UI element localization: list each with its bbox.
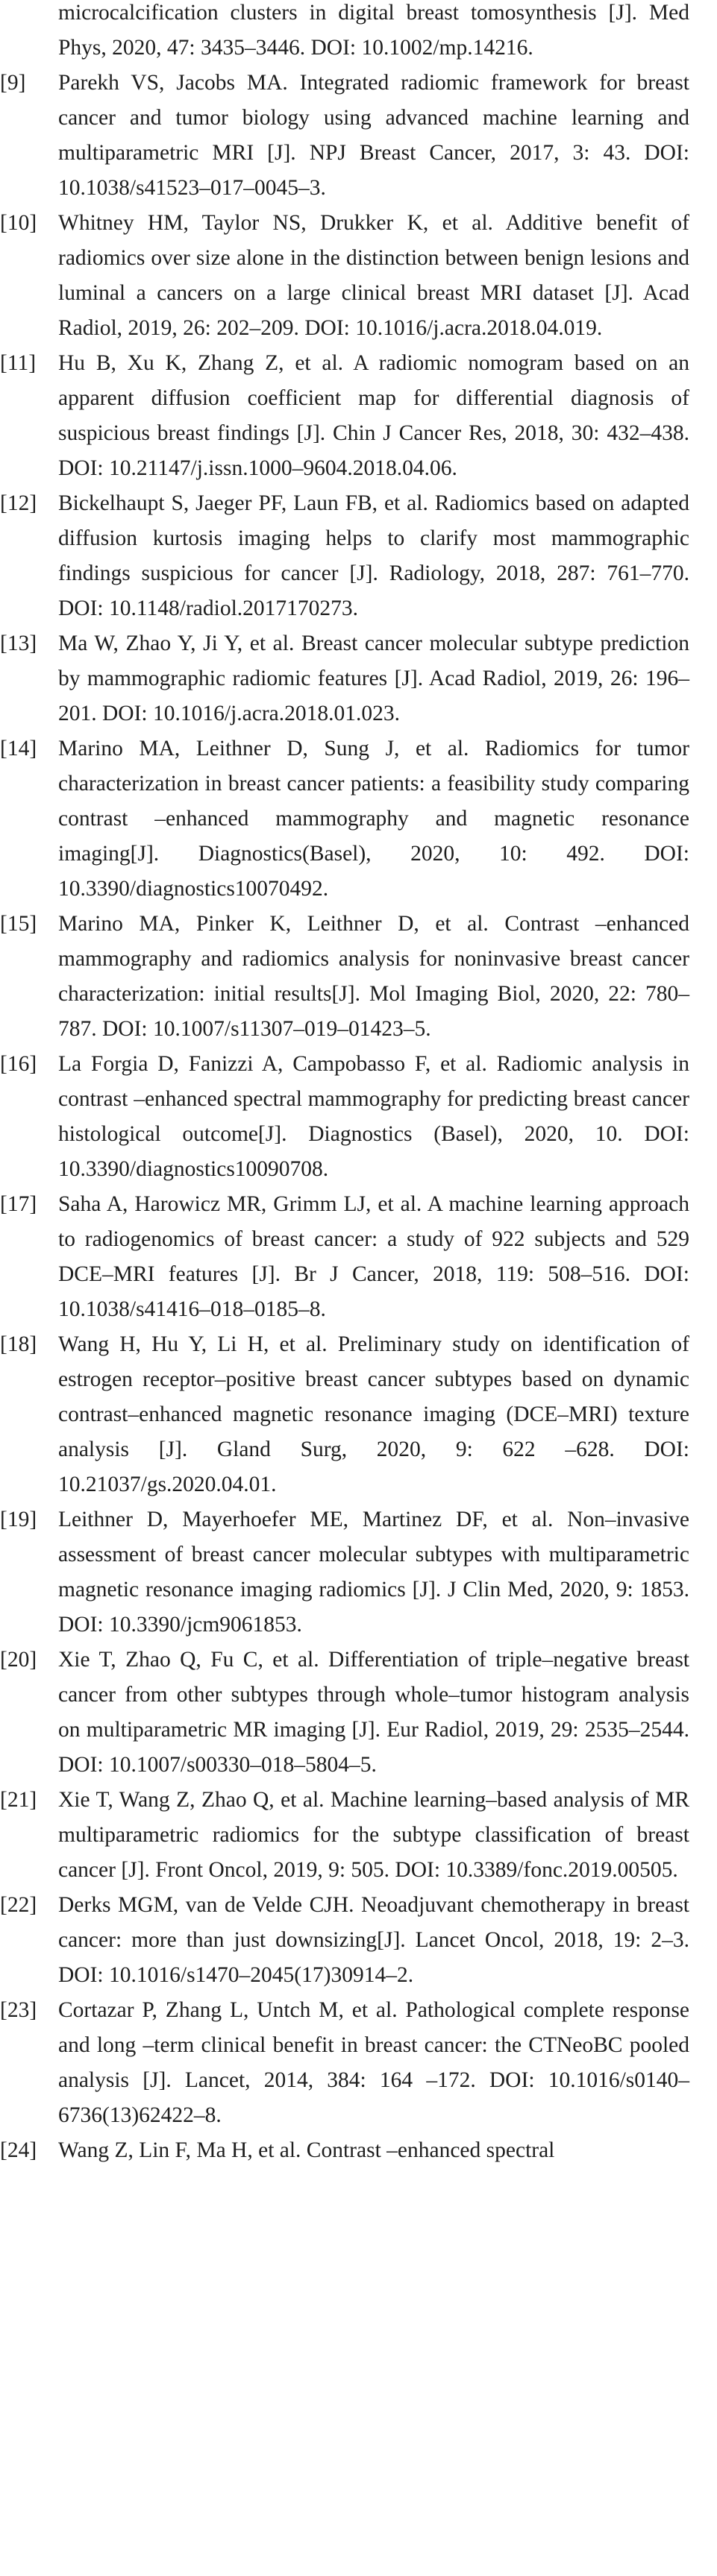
reference-item bbox=[0, 626, 717, 731]
reference-text: Wang H, Hu Y, Li H, et al. Preliminary study on identification of estrogen receptor–positive breast cancer subtypes based on dynamic contrast–enhanced magnetic resonance imaging (DCE–MRI) texture analysis [J]. Gland Surg, 2020, 9: 622 –628. DOI: 10.21037/gs.2020.04.01. bbox=[58, 1332, 689, 1496]
reference-number: [22] bbox=[0, 1893, 37, 1917]
reference-item bbox=[0, 1783, 717, 1888]
reference-number: [18] bbox=[0, 1332, 37, 1356]
reference-number: [12] bbox=[0, 491, 37, 515]
reference-item bbox=[0, 2133, 717, 2168]
reference-number: [17] bbox=[0, 1192, 37, 1216]
reference-text: Wang Z, Lin F, Ma H, et al. Contrast –enhanced spectral bbox=[58, 2138, 555, 2162]
reference-item bbox=[0, 486, 717, 626]
reference-text: Xie T, Wang Z, Zhao Q, et al. Machine learning–based analysis of MR multiparametric radiomics for the subtype classification of breast cancer [J]. Front Oncol, 2019, 9: 505. DOI: 10.3389/fonc.2019.00505. bbox=[58, 1788, 689, 1882]
reference-number: [15] bbox=[0, 912, 37, 936]
reference-item bbox=[0, 1993, 717, 2133]
reference-item bbox=[0, 1187, 717, 1327]
reference-text: Ma W, Zhao Y, Ji Y, et al. Breast cancer molecular subtype prediction by mammographic radiomic features [J]. Acad Radiol, 2019, 26: 196–201. DOI: 10.1016/j.acra.2018.01.023. bbox=[58, 632, 689, 725]
reference-item bbox=[0, 731, 717, 907]
reference-text: Xie T, Zhao Q, Fu C, et al. Differentiation of triple–negative breast cancer from other subtypes through whole–tumor histogram analysis on multiparametric MR imaging [J]. Eur Radiol, 2019, 29: 2535–2544. DOI: 10.1007/s00330–018–5804–5. bbox=[58, 1648, 689, 1777]
reference-item bbox=[0, 0, 717, 66]
reference-number: [21] bbox=[0, 1788, 37, 1812]
reference-text: Marino MA, Pinker K, Leithner D, et al. Contrast –enhanced mammography and radiomics analysis for noninvasive breast cancer characterization: initial results[J]. Mol Imaging Biol, 2020, 22: 780–787. DOI: 10.1007/s11307–019–01423–5. bbox=[58, 912, 689, 1041]
reference-text: Derks MGM, van de Velde CJH. Neoadjuvant chemotherapy in breast cancer: more than just downsizing[J]. Lancet Oncol, 2018, 19: 2–3. DOI: 10.1016/s1470–2045(17)30914–2. bbox=[58, 1893, 689, 1987]
reference-number: [16] bbox=[0, 1052, 37, 1076]
reference-text: Parekh VS, Jacobs MA. Integrated radiomic framework for breast cancer and tumor biology using advanced machine learning and multiparametric MRI [J]. NPJ Breast Cancer, 2017, 3: 43. DOI: 10.1038/s41523–017–0045–3. bbox=[58, 71, 689, 200]
reference-text: Marino MA, Leithner D, Sung J, et al. Radiomics for tumor characterization in breast cancer patients: a feasibility study comparing contrast –enhanced mammography and magnetic resonance imaging[J]. Diagnostics(Basel), 2020, 10: 492. DOI: 10.3390/diagnostics10070492. bbox=[58, 737, 689, 901]
reference-item bbox=[0, 66, 717, 206]
reference-text: microcalcification clusters in digital breast tomosynthesis [J]. Med Phys, 2020, 47: 3435–3446. DOI: 10.1002/mp.14216. bbox=[58, 1, 689, 60]
reference-number: [13] bbox=[0, 632, 37, 655]
reference-text: La Forgia D, Fanizzi A, Campobasso F, et al. Radiomic analysis in contrast –enhanced spectral mammography for predicting breast cancer histological outcome[J]. Diagnostics (Basel), 2020, 10. DOI: 10.3390/diagnostics10090708. bbox=[58, 1052, 689, 1181]
reference-item bbox=[0, 346, 717, 486]
reference-number: [9] bbox=[0, 71, 26, 95]
reference-text: Hu B, Xu K, Zhang Z, et al. A radiomic nomogram based on an apparent diffusion coefficient map for differential diagnosis of suspicious breast findings [J]. Chin J Cancer Res, 2018, 30: 432–438. DOI: 10.21147/j.issn.1000–9604.2018.04.06. bbox=[58, 351, 689, 480]
reference-item bbox=[0, 1888, 717, 1993]
reference-text: Saha A, Harowicz MR, Grimm LJ, et al. A machine learning approach to radiogenomics of breast cancer: a study of 922 subjects and 529 DCE–MRI features [J]. Br J Cancer, 2018, 119: 508–516. DOI: 10.1038/s41416–018–0185–8. bbox=[58, 1192, 689, 1321]
reference-item bbox=[0, 206, 717, 346]
reference-number: [10] bbox=[0, 211, 37, 235]
reference-text: Cortazar P, Zhang L, Untch M, et al. Pathological complete response and long –term clinical benefit in breast cancer: the CTNeoBC pooled analysis [J]. Lancet, 2014, 384: 164 –172. DOI: 10.1016/s0140–6736(13)62422–8. bbox=[58, 1998, 689, 2127]
reference-text: Whitney HM, Taylor NS, Drukker K, et al. Additive benefit of radiomics over size alone in the distinction between benign lesions and luminal a cancers on a large clinical breast MRI dataset [J]. Acad Radiol, 2019, 26: 202–209. DOI: 10.1016/j.acra.2018.04.019. bbox=[58, 211, 689, 340]
reference-number: [20] bbox=[0, 1648, 37, 1672]
reference-number: [23] bbox=[0, 1998, 37, 2022]
reference-item bbox=[0, 907, 717, 1047]
reference-text: Leithner D, Mayerhoefer ME, Martinez DF, et al. Non–invasive assessment of breast cancer molecular subtypes with multiparametric magnetic resonance imaging radiomics [J]. J Clin Med, 2020, 9: 1853. DOI: 10.3390/jcm9061853. bbox=[58, 1508, 689, 1637]
reference-item bbox=[0, 1502, 717, 1643]
reference-item bbox=[0, 1047, 717, 1187]
reference-text: Bickelhaupt S, Jaeger PF, Laun FB, et al. Radiomics based on adapted diffusion kurtosis imaging helps to clarify most mammographic findings suspicious for cancer [J]. Radiology, 2018, 287: 761–770. DOI: 10.1148/radiol.2017170273. bbox=[58, 491, 689, 620]
reference-number: [14] bbox=[0, 737, 37, 760]
reference-number: [19] bbox=[0, 1508, 37, 1531]
reference-item bbox=[0, 1327, 717, 1502]
reference-number: [11] bbox=[0, 351, 37, 375]
reference-number: [24] bbox=[0, 2138, 37, 2162]
reference-item bbox=[0, 1643, 717, 1783]
